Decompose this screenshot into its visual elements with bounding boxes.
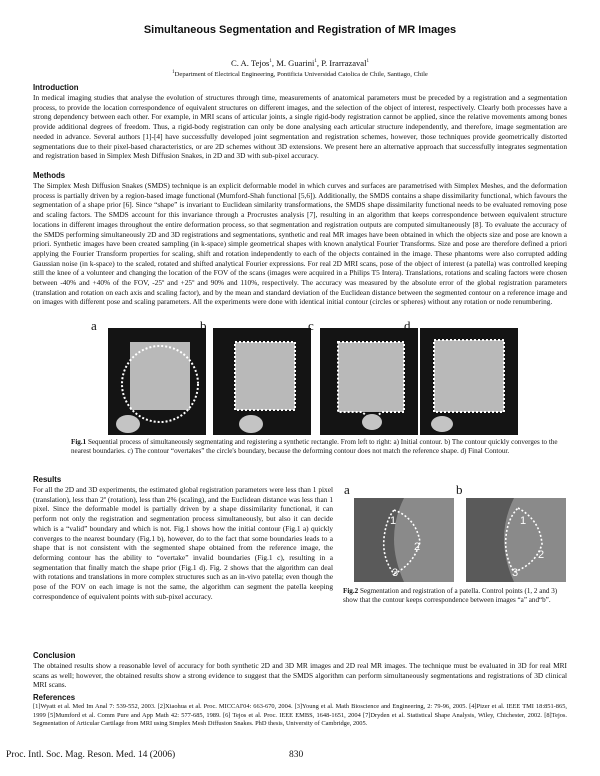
knee-tissue [394,498,454,582]
author-3: P. Irarrazaval [321,58,367,68]
fig1-image-d [420,328,518,435]
synthetic-rectangle [434,340,504,412]
author-2-sup: 1 [314,59,317,65]
fig1-label-b: b [200,318,207,333]
affiliation-sup: 1 [172,69,175,75]
synthetic-circle [116,415,140,433]
author-1-sup: 1 [269,59,272,65]
figure-2 [342,482,566,582]
control-point-2: 2 [414,541,421,553]
fig2-image-b [466,498,566,582]
fig2-caption-label: Fig.2 [343,587,359,595]
references-heading: References [33,693,76,702]
methods-heading: Methods [33,171,66,180]
fig1-image-a [108,328,206,435]
fig1-image-c [320,328,418,435]
fig1-panel-c [320,328,418,435]
fig1-image-b [213,328,311,435]
results-heading: Results [33,475,62,484]
fig2-image-a [354,498,454,582]
control-point-3: 3 [512,567,519,579]
fig1-panel-a [108,328,206,435]
control-point-3: 3 [392,567,399,579]
author-line: C. A. Tejos$^1$, M. Guarini$^1$, P. Irarrazaval$^1$ [230,58,370,68]
fig1-label-d: d [404,318,411,333]
synthetic-rectangle [235,342,295,410]
fig2-panel-b [466,498,566,582]
author-2: M. Guarini [276,58,315,68]
fig1-panel-d [420,328,518,435]
results-text: For all the 2D and 3D experiments, the estimated global registration parameters were less than 1 pixel (translation), less than 2º (rotation), less than 2% (scaling), and the Euclidean distance was less than 1 pixel. Since the deformable model is partially driven by a shape dissimilarity functional, it can perform not only the registration and segmentation process simultaneously, but also it can decide which is a “valid” boundary and which is not. Fig.1 shows how the initial contour (Fig.1 a) quickly converges to the nearest boundary (Fig.1 b), however, do to the fact that some boundaries leads to a shape that is not consistent with the segmented shape obtained from the reference image, the deforming contour has the ability to “overtake” invalid boundaries (Fig.1 c), resulting in a segmentation that finally match the shape prior (Fig.1 d). Fig. 2 shows that the algorithm can deal with rotations and translations in more complex structures such as an in-vivo patella; even though the pose of the FOV on each image is not the same, the algorithm can segment the patella keeping correspondence of equivalent points with sub-pixel accuracy. [33,485,333,601]
synthetic-circle [431,416,453,432]
fig2-label-b: b [456,482,463,497]
paper-title: Simultaneous Segmentation and Registration of MR Images [143,24,457,36]
synthetic-circle [362,414,382,430]
fig2-panel-a [354,498,454,582]
affiliation-line [0,71,600,78]
fig1-caption-label: Fig.1 [71,438,87,446]
synthetic-rectangle [338,342,404,412]
control-point-1: 1 [520,515,527,527]
author-3-sup: 1 [366,59,370,65]
control-point-2: 2 [538,549,545,561]
footer-page-number: 830 [289,750,304,760]
fig1-caption [71,438,567,456]
fig1-caption-text: Sequential process of simultaneously segmentating and registering a synthetic rectangle. From left to right: a) Initial contour. b) The contour quickly converges to the nearest boundaries. c) The contour “overtakes” the circle's boundary, because the deforming contour does not match the reference shape. d) Final Contour. [71,438,558,456]
author-1: C. A. Tejos [230,58,270,68]
references-text: [1]Wyatt et al. Med Im Anal 7: 539-552, 2003. [2]Xiaohua et al. Proc. MICCAI'04: 663-670, 2004. [3]Young et al. Math Bioscience and Engineering, 2: 79-96, 2005. [4]Pizer et al. IEEE TMI 18:851-865, 1999 [5]Mumford et al. Comm Pure and App Math 42: 577-685, 1989. [6] Tejos et al. Proc. IEEE EMBS, 1648-1651, 2004 [7]Dryden et al. Statistical Shape Analysis, Wiley, Chichester, 2002. [8]Tejos. Segmentation of Articular Cartilage from MRI using Simplex Mesh Diffusion Snakes. PhD thesis, University of Cambridge, 2005. [33,703,567,728]
fig1-label-a: a [91,318,97,333]
conclusion-heading: Conclusion [33,651,76,660]
figure-1 [82,318,572,436]
fig2-caption-text: Segmentation and registration of a patella. Control points (1, 2 and 3) show that the contour keeps correspondence between images “a” and“b”. [343,587,558,605]
synthetic-circle [239,415,263,433]
fig2-caption [343,587,565,605]
intro-text: In medical imaging studies that analyse the evolution of structures through time, measurements of anatomical parameters must be preceded by a registration and a segmentation process, to provide the location correspondence of equivalent structures on different images, and the selection of the object of interest, respectively. Clearly both processes have a strong dependency between each other. For example, in MRI scans of articular joints, a single rigid-body registration cannot be applied, since the relative movements among bones provide additional degrees of freedom. Thus, a rigid-body registration can only be done analysing each articular structure independently, and therefore, image segmentation are needed in advance. Several authors [1]-[4] have successfully developed joint segmentation and registration schemes, however, those techniques provide geometrically distorted segmentations due to their pixel-based characteristics, or are 2D schemes without 3D extensions. We present here an alternative approach that successfully integrates segmentation and registration based in Simplex Mesh Diffusion Snakes, in 2D and 3D with sub-pixel accuracy. [33,93,567,161]
fig1-panel-b [213,328,311,435]
affiliation: Department of Electrical Engineering, Pontificia Universidad Catolica de Chile, Santiago, Chile [174,71,428,78]
footer-conference: Proc. Intl. Soc. Mag. Reson. Med. 14 (2006) [6,750,176,760]
methods-text: The Simplex Mesh Diffusion Snakes (SMDS) technique is an explicit deformable model in which curves and surfaces are parametrised with Simplex Meshes, and the deformation process is partially driven by a region-based image functional (Mumford-Shah functional [5,6]). Additionally, the SMDS contains a shape dissimilarity functional, which favours the segmentation of a shape prior [6]. Since “shape” is invariant to Euclidean similarity transformations, the SMDS shape dissimilarity functional needs to be evaluated removing pose and scaling factors. The SMDS account for this invariance through a Procrustes analysis [7], resulting in an algorithm that keeps correspondence between equivalent structure locations in different images throughout the entire deformation process, so that segmentation and registration outputs are computed simultaneously [8]. To evaluate the accuracy of the SMDS performing simultaneously 2D and 3D registrations and segmentations, synthetic and real MR images have been obtained in which the objects size and pose are known a priori. Synthetic images have been created sampling (in k-space) simple geometrical shapes with known analytical Fourier Transforms. Size and pose are therefore defined a priori applying the Fourier Transform properties for scaling, shift and rotation independently to each of the objects contained in the image. These phantoms were also corrupted adding Gaussian noise (in k-space) to the scaled, rotated and shifted analytical Fourier expressions. For real 2D MRI scans, pose of the object of interest (a patella) was controlled keeping still the knee of a volunteer and changing the location of the FOV of the scans (images were acquired in a Philips T5 Intera). Translations, rotations and scaling factors were chosen between -40% and +40% of the FOV, -25º and +25º and 90% and 110%, respectively. The accuracy was measured by the absolute error of the global registration parameters (translation and rotation on each axis and scaling factor), and by the mean and standard deviation of the Euclidean distance between the segmented contour on a reference image and on images with different pose and scaling parameters. All the experiments were done with identical initial contour (circles or spheres) without any rotation or node renumbering. [33,181,567,307]
intro-heading: Introduction [33,83,79,92]
fig1-label-c: c [308,318,314,333]
control-point-1: 1 [390,515,397,527]
conclusion-text: The obtained results show a reasonable level of accuracy for both synthetic 2D and 3D MR images and 2D real MR images. The technique must be evaluated in 3D for real MRI scans as well; however, the obtained results show a strong evidence to suggest that the SMDS algorithm can perform simultaneously segmentations and registrations of 3D clinical MRI scans. [33,661,567,690]
fig2-label-a: a [344,482,350,497]
